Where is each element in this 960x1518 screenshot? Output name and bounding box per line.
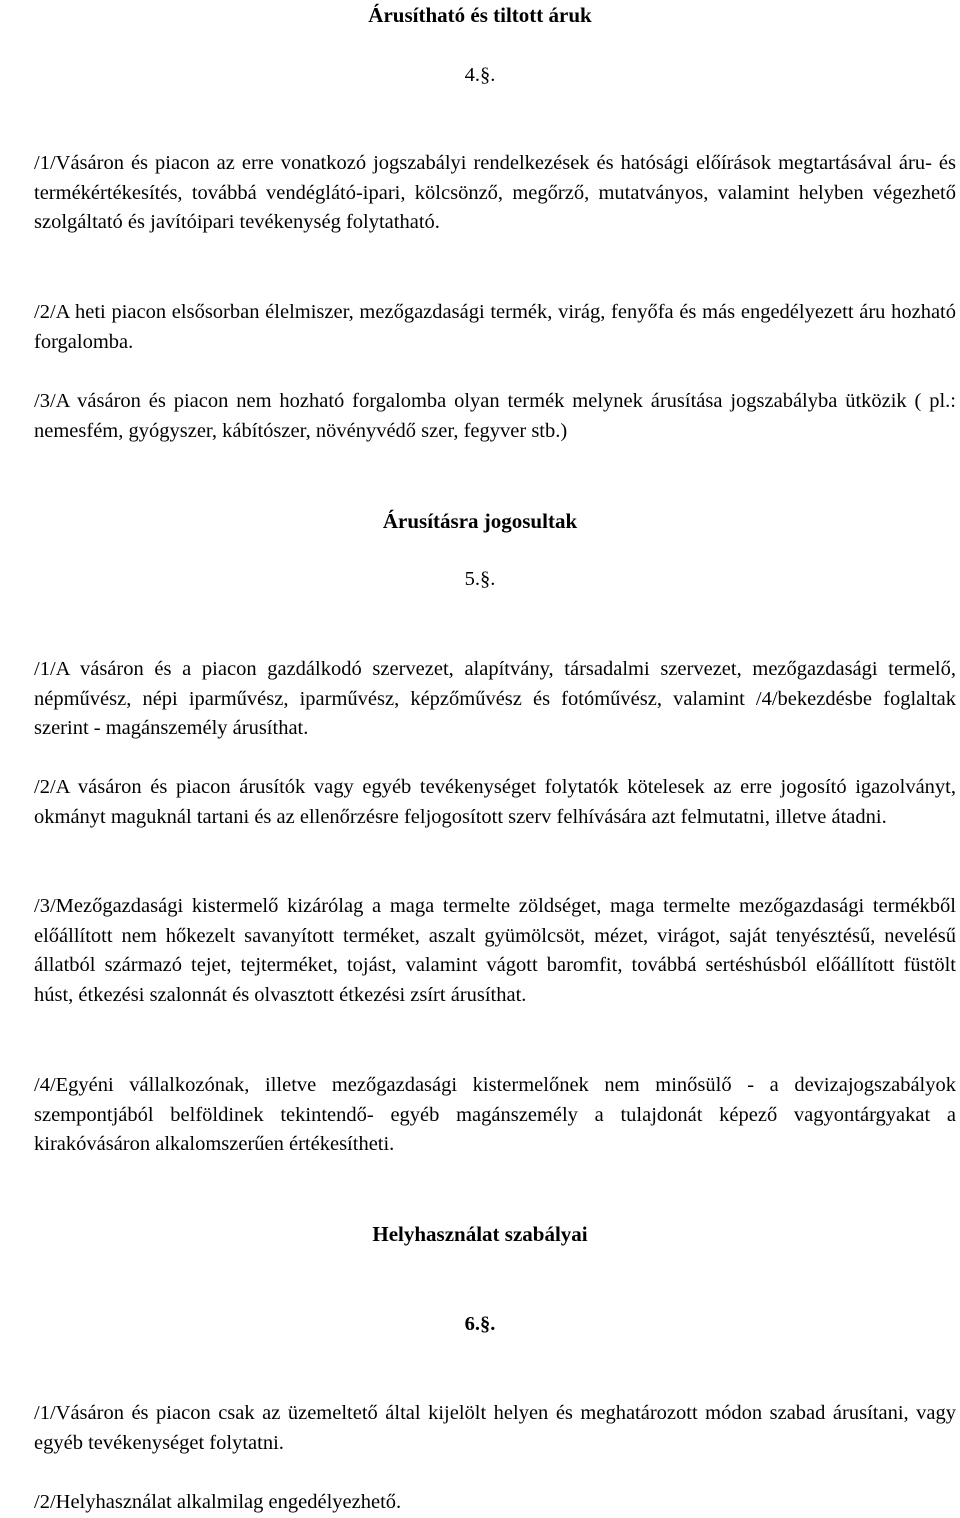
section-4-number: 4.§. bbox=[464, 64, 496, 86]
section-6-number: 6.§. bbox=[464, 1313, 496, 1335]
section-5-paragraph-2: /2/A vásáron és piacon árusítók vagy egyéb tevékenységet folytatók kötelesek az erre jogosító igazolványt, okmányt maguknál tartani és az ellenőrzésre feljogosított szerv felhívására azt felmutatni, illetve átadni. bbox=[34, 776, 956, 828]
section-5-paragraph-4: /4/Egyéni vállalkozónak, illetve mezőgazdasági kistermelőnek nem minősülő - a devizajogszabályok szempontjából belföldinek tekintendő- egyéb magánszemély a tulajdonát képező vagyontárgyakat a kirakóvásáron alkalomszerűen értékesítheti. bbox=[34, 1074, 956, 1155]
section-5-heading: Árusításra jogosultak bbox=[382, 509, 578, 533]
section-4-paragraph-2: /2/A heti piacon elsősorban élelmiszer, mezőgazdasági termék, virág, fenyőfa és más engedélyezett áru hozható forgalomba. bbox=[34, 301, 956, 353]
section-6-heading: Helyhasználat szabályai bbox=[372, 1222, 588, 1246]
section-4-paragraph-3: /3/A vásáron és piacon nem hozható forgalomba olyan termék melynek árusítása jogszabályba ütközik ( pl.: nemesfém, gyógyszer, kábítószer, növényvédő szer, fegyver stb.) bbox=[34, 390, 956, 442]
section-5-paragraph-1: /1/A vásáron és a piacon gazdálkodó szervezet, alapítvány, társadalmi szervezet, mezőgazdasági termelő, népművész, népi iparművész, iparművész, képzőművész és fotóművész, valamint /4/bekezdésbe foglaltak szerint - magánszemély árusíthat. bbox=[34, 658, 956, 739]
section-5-paragraph-3: /3/Mezőgazdasági kistermelő kizárólag a maga termelte zöldséget, maga termelte mezőgazdasági termékből előállított nem hőkezelt savanyított terméket, aszalt gyümölcsöt, mézet, virágot, saját tenyésztésű, nevelésű állatból származó tejet, tejterméket, tojást, valamint vágott baromfit, továbbá sertéshúsból előállított füstölt húst, étkezési szalonnát és olvasztott étkezési zsírt árusíthat. bbox=[34, 895, 956, 1006]
section-6-paragraph-2: /2/Helyhasználat alkalmilag engedélyezhető. bbox=[34, 1491, 402, 1513]
section-4-paragraph-1: /1/Vásáron és piacon az erre vonatkozó jogszabályi rendelkezések és hatósági előírások megtartásával áru- és termékértékesítés, továbbá vendéglátó-ipari, kölcsönző, megőrző, mutatványos, valamint helyben végezhető szolgáltató és javítóipari tevékenység folytatható. bbox=[34, 152, 956, 233]
section-5-number: 5.§. bbox=[464, 568, 496, 590]
section-6-paragraph-1: /1/Vásáron és piacon csak az üzemeltető által kijelölt helyen és meghatározott módon szabad árusítani, vagy egyéb tevékenységet folytatni. bbox=[34, 1402, 956, 1454]
section-4-heading: Árusítható és tiltott áruk bbox=[368, 3, 592, 27]
